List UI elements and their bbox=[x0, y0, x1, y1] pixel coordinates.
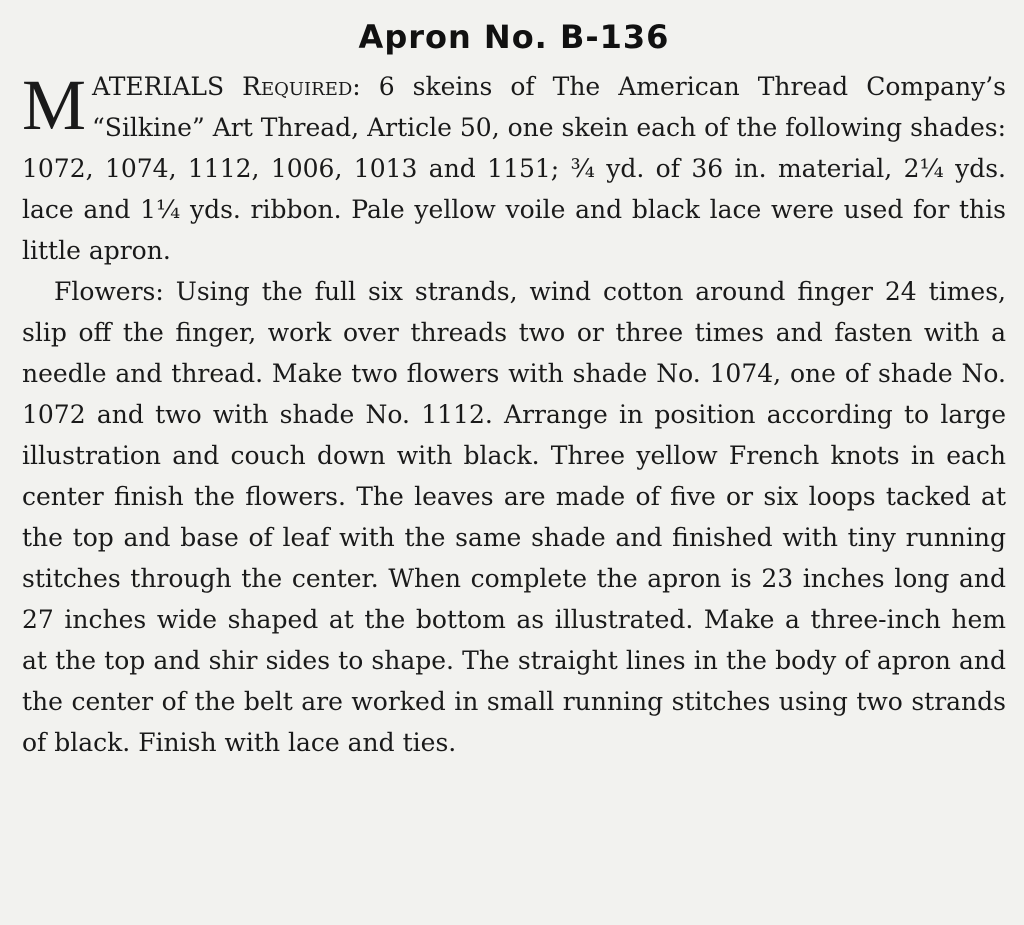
flowers-paragraph bbox=[22, 271, 1006, 763]
materials-lead-smallcaps: Required bbox=[242, 72, 353, 101]
flowers-text: Using the full six strands, wind cotton around finger 24 times, slip off the finger, work over threads two or three times and fasten with a needle and thread. Make two flowers with shade No. 1074, one of shade No. 1072 and two with shade No. 1112. Arrange in position according to large illustration and couch down with black. Three yellow French knots in each center finish the flowers. The leaves are made of five or six loops tacked at the top and base of leaf with the same shade and finished with tiny running stitches through the center. When complete the apron is 23 inches long and 27 inches wide shaped at the bottom as illustrated. Make a three-inch hem at the top and shir sides to shape. The straight lines in the body of apron and the center of the belt are worked in small running stitches using two strands of black. Finish with lace and ties. bbox=[22, 277, 1006, 757]
page-title: Apron No. B-136 bbox=[358, 18, 670, 56]
materials-lead-caps: ATERIALS bbox=[92, 72, 225, 101]
materials-paragraph bbox=[22, 66, 1006, 271]
flowers-label: Flowers: bbox=[54, 277, 164, 306]
drop-cap: M bbox=[22, 65, 87, 145]
document-body bbox=[22, 66, 1006, 763]
materials-text: : 6 skeins of The American Thread Company’s “Silkine” Art Thread, Article 50, one skein each of the following shades: 1072, 1074, 1112, 1006, 1013 and 1151; ¾ yd. of 36 in. material, 2¼ yds. lace and 1¼ yds. ribbon. Pale yellow voile and black lace were used for this little apron. bbox=[22, 72, 1006, 265]
